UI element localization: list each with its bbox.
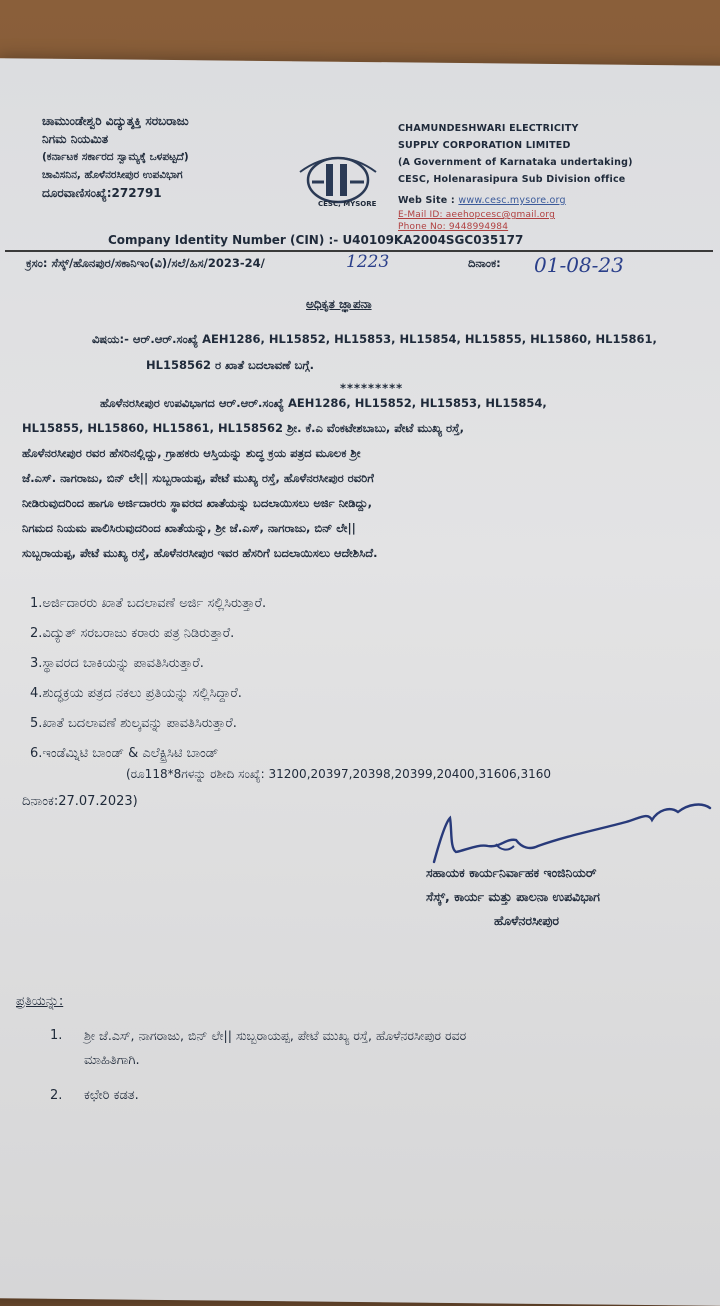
website-label: Web Site : (398, 195, 455, 206)
dated-line: ದಿನಾಂಕ:27.07.2023) (22, 794, 138, 809)
body-line-6: ನಿಗಮದ ನಿಯಮ ಪಾಲಿಸಿರುವುದರಿಂದ ಖಾತೆಯನ್ನು, ಶ್ರೀ ಜೆ.ಎಸ್, ನಾಗರಾಜು, ಬಿನ್ ಲೇ|| (22, 521, 356, 535)
cesc-logo (290, 142, 386, 212)
header-kn-line-1: ಚಾಮುಂಡೇಶ್ವರಿ ವಿದ್ಯುತ್ಶಕ್ತಿ ಸರಬರಾಜು (42, 114, 189, 128)
date-label: ದಿನಾಂಕ: (468, 256, 501, 270)
copy-to-item-2-line-1: ಕಛೇರಿ ಕಡತ. (84, 1088, 139, 1103)
logo-caption: CESC, MYSORE (318, 200, 377, 208)
reference-number-handwritten: 1223 (346, 252, 390, 272)
header-phone: Phone No: 9448994984 (398, 222, 509, 232)
receipt-line: (ರೂ118*8ಗಳನ್ನು ರಶೀದಿ ಸಂಖ್ಯೆ: 31200,20397,20398,20399,20400,31606,3160 (126, 767, 551, 781)
subject-separator: ********* (340, 381, 404, 395)
header-email: E-Mail ID: aeehopcesc@gmail.org (398, 210, 556, 220)
header-website-row (398, 192, 633, 209)
condition-3: 3.ಸ್ಥಾವರದ ಬಾಕಿಯನ್ನು ಪಾವತಿಸಿರುತ್ತಾರೆ. (30, 656, 204, 671)
subject-line-1: ವಿಷಯ:- ಆರ್.ಆರ್.ಸಂಖ್ಯೆ AEH1286, HL15852, HL15853, HL15854, HL15855, HL15860, HL15861, (92, 332, 657, 346)
copy-to-item-1-num: 1. (50, 1028, 63, 1043)
header-kn-line-5: ದೂರವಾಣಿಸಂಖ್ಯೆ:272791 (42, 186, 162, 200)
signatory-place: ಹೊಳೆನರಸೀಪುರ (494, 913, 560, 928)
copy-to-item-2-num: 2. (50, 1088, 63, 1103)
header-en-line-4: CESC, Holenarasipura Sub Division office (398, 174, 626, 185)
company-cin: Company Identity Number (CIN) :- U40109KA2004SGC035177 (108, 233, 524, 247)
body-line-1: ಹೊಳೆನರಸೀಪುರ ಉಪವಿಭಾಗದ ಆರ್.ಆರ್.ಸಂಖ್ಯೆ AEH1286, HL15852, HL15853, HL15854, (100, 396, 547, 410)
reference-number: ಕ್ರಸಂ: ಸೆಸ್ಕ್/ಹೊನಪುರ/ಸಕಾನಿಇಂ(ವಿ)/ಸಲೆ/ಹಿಸ/2023-24/ (26, 256, 265, 270)
condition-2: 2.ವಿದ್ಯುತ್ ಸರಬರಾಜು ಕರಾರು ಪತ್ರ ನಿಡಿರುತ್ತಾರೆ. (30, 626, 235, 641)
signatory-designation: ಸಹಾಯಕ ಕಾರ್ಯನಿರ್ವಾಹಕ ಇಂಜಿನಿಯರ್ (426, 865, 597, 880)
condition-6: 6.ಇಂಡೆಮ್ನಿಟಿ ಬಾಂಡ್ & ಎಲೆಕ್ಟ್ರಿಸಿಟಿ ಬಾಂಡ್ (30, 746, 219, 761)
signatory-office: ಸೆಸ್ಕ್, ಕಾರ್ಯ ಮತ್ತು ಪಾಲನಾ ಉಪವಿಭಾಗ (426, 889, 600, 904)
body-line-7: ಸುಬ್ಬರಾಯಪ್ಪ, ಪೇಟೆ ಮುಖ್ಯ ರಸ್ತೆ, ಹೊಳೆನರಸೀಪುರ ಇವರ ಹೆಸರಿಗೆ ಬದಲಾಯಿಸಲು ಆದೇಶಿಸಿದೆ. (22, 546, 378, 560)
signature-icon (426, 800, 716, 870)
header-kn-line-2: ನಿಗಮ ನಿಯಮಿತ (42, 132, 109, 146)
condition-5: 5.ಖಾತೆ ಬದಲಾವಣೆ ಶುಲ್ಕವನ್ನು ಪಾವತಿಸಿರುತ್ತಾರೆ. (30, 716, 237, 731)
header-english-block (398, 120, 633, 233)
condition-4: 4.ಶುದ್ಧಕ್ರಯ ಪತ್ರದ ನಕಲು ಪ್ರತಿಯನ್ನು ಸಲ್ಲಿಸಿದ್ದಾರೆ. (30, 686, 242, 701)
website-link[interactable]: www.cesc.mysore.org (458, 195, 566, 206)
copy-to-item-1-line-1: ಶ್ರೀ ಜೆ.ಎಸ್, ನಾಗರಾಜು, ಬಿನ್ ಲೇ|| ಸುಬ್ಬರಾಯಪ್ಪ, ಪೇಟೆ ಮುಖ್ಯ ರಸ್ತೆ, ಹೊಳೆನರಸೀಪುರ ರವರ (84, 1028, 467, 1043)
copy-to-label: ಪ್ರತಿಯನ್ನು: (16, 994, 64, 1009)
date-handwritten: 01-08-23 (534, 253, 624, 277)
body-line-5: ನೀಡಿರುವುದರಿಂದ ಹಾಗೂ ಅರ್ಜಿದಾರರು ಸ್ಥಾವರದ ಖಾತೆಯನ್ನು ಬದಲಾಯಿಸಲು ಅರ್ಜಿ ನೀಡಿದ್ದು, (22, 496, 373, 510)
memo-title: ಅಧಿಕೃತ ಜ್ಞಾಪನಾ (306, 297, 372, 311)
body-line-4: ಜೆ.ಎಸ್. ನಾಗರಾಜು, ಬಿನ್ ಲೇ|| ಸುಬ್ಬರಾಯಪ್ಪ, ಪೇಟೆ ಮುಖ್ಯ ರಸ್ತೆ, ಹೊಳೆನರಸೀಪುರ ರವರಿಗೆ (22, 471, 374, 485)
body-line-2: HL15855, HL15860, HL15861, HL158562 ಶ್ರೀ. ಕೆ.ಎ ವೆಂಕಟೇಶಬಾಬು, ಪೇಟೆ ಮುಖ್ಯ ರಸ್ತೆ, (22, 421, 464, 435)
header-kannada-block (42, 112, 189, 202)
subject-line-2: HL158562 ರ ಖಾತೆ ಬದಲಾವಣೆ ಬಗ್ಗೆ. (146, 358, 315, 372)
header-en-line-3: (A Government of Karnataka undertaking) (398, 157, 633, 168)
copy-to-item-1-line-2: ಮಾಹಿತಿಗಾಗಿ. (84, 1053, 140, 1068)
header-kn-line-4: ಚಾವಿಸನಿನ, ಹೊಳೆನರಸೀಪುರ ಉಪವಿಭಾಗ (42, 169, 183, 181)
body-line-3: ಹೊಳೆನರಸೀಪುರ ರವರ ಹೆಸರಿನಲ್ಲಿದ್ದು, ಗ್ರಾಹಕರು ಆಸ್ತಿಯನ್ನು ಶುದ್ಧ ಕ್ರಯ ಪತ್ರದ ಮೂಲಕ ಶ್ರೀ (22, 446, 361, 460)
header-en-line-2: SUPPLY CORPORATION LIMITED (398, 140, 571, 151)
header-en-line-1: CHAMUNDESHWARI ELECTRICITY (398, 123, 579, 134)
header-kn-line-3: (ಕರ್ನಾಟಕ ಸರ್ಕಾರದ ಸ್ವಾಮ್ಯಕ್ಕೆ ಒಳಪಟ್ಟದೆ) (42, 151, 189, 163)
condition-1: 1.ಅರ್ಜಿದಾರರು ಖಾತೆ ಬದಲಾವಣೆ ಅರ್ಜಿ ಸಲ್ಲಿಸಿರುತ್ತಾರೆ. (30, 596, 267, 611)
